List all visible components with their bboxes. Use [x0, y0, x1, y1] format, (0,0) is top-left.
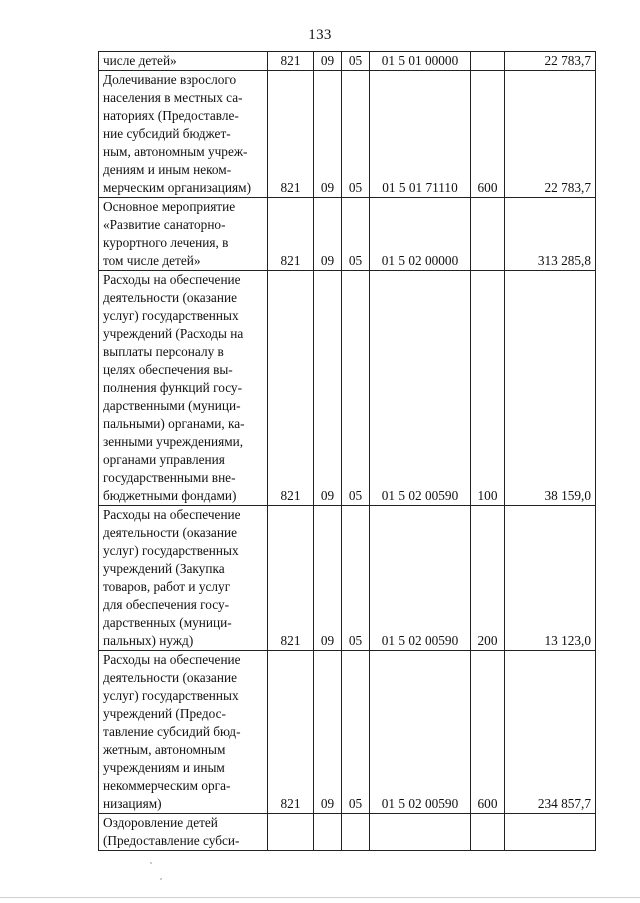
row-section: 09: [314, 651, 342, 814]
row-description: Долечивание взрослого населения в местных са- наториях (Предоставле- ние субсидий бюджет- ным, автономным учреж- дениям и иным неком- мерческим организациям): [99, 71, 268, 198]
row-amount: 234 857,7: [505, 651, 596, 814]
row-gov-code: 821: [268, 71, 314, 198]
row-description: Расходы на обеспечение деятельности (оказание услуг) государственных учреждений (Предос- тавление субсидий бюд- жетным, автономным учреждениям и иным некоммерческим орга- низациям): [99, 651, 268, 814]
row-subsection: 05: [342, 52, 370, 71]
row-gov-code: 821: [268, 198, 314, 271]
row-section: 09: [314, 506, 342, 651]
table-row: [99, 198, 596, 271]
table-row: [99, 52, 596, 71]
row-amount: 22 783,7: [505, 71, 596, 198]
row-subsection: 05: [342, 71, 370, 198]
row-amount: [505, 814, 596, 851]
row-expense-type: 600: [471, 651, 505, 814]
row-subsection: [342, 814, 370, 851]
table-row: [99, 814, 596, 851]
row-target-article: [370, 814, 471, 851]
table-row: [99, 506, 596, 651]
row-amount: 13 123,0: [505, 506, 596, 651]
row-description: числе детей»: [99, 52, 268, 71]
row-expense-type: [471, 52, 505, 71]
row-subsection: 05: [342, 271, 370, 506]
row-section: 09: [314, 271, 342, 506]
row-subsection: 05: [342, 651, 370, 814]
row-section: 09: [314, 71, 342, 198]
row-target-article: 01 5 02 00590: [370, 651, 471, 814]
row-gov-code: 821: [268, 271, 314, 506]
row-gov-code: 821: [268, 506, 314, 651]
row-gov-code: 821: [268, 52, 314, 71]
row-target-article: 01 5 01 00000: [370, 52, 471, 71]
budget-table: [98, 51, 596, 851]
row-target-article: 01 5 02 00000: [370, 198, 471, 271]
table-row: [99, 651, 596, 814]
budget-table-body: [99, 52, 596, 851]
row-description: Расходы на обеспечение деятельности (оказание услуг) государственных учреждений (Расходы на выплаты персоналу в целях обеспечения вы- полнения функций госу- дарственными (муници- пальными) органами, ка- зенными учреждениями, органами управления государственными вне- бюджетными фондами): [99, 271, 268, 506]
row-section: 09: [314, 52, 342, 71]
row-target-article: 01 5 01 71110: [370, 71, 471, 198]
row-section: 09: [314, 198, 342, 271]
row-target-article: 01 5 02 00590: [370, 271, 471, 506]
row-amount: 38 159,0: [505, 271, 596, 506]
table-row: [99, 71, 596, 198]
row-target-article: 01 5 02 00590: [370, 506, 471, 651]
row-amount: 313 285,8: [505, 198, 596, 271]
row-subsection: 05: [342, 198, 370, 271]
row-expense-type: 600: [471, 71, 505, 198]
row-expense-type: [471, 198, 505, 271]
row-subsection: 05: [342, 506, 370, 651]
page-bottom-edge: [0, 897, 640, 898]
scan-speck: [150, 862, 152, 864]
row-description: Оздоровление детей (Предоставление субси-: [99, 814, 268, 851]
row-description: Расходы на обеспечение деятельности (оказание услуг) государственных учреждений (Закупка товаров, работ и услуг для обеспечения госу- дарственных (муници- пальных) нужд): [99, 506, 268, 651]
row-description: Основное мероприятие «Развитие санаторно- курортного лечения, в том числе детей»: [99, 198, 268, 271]
row-section: [314, 814, 342, 851]
table-row: [99, 271, 596, 506]
row-expense-type: 100: [471, 271, 505, 506]
row-gov-code: 821: [268, 651, 314, 814]
page-number: 133: [308, 27, 332, 43]
row-expense-type: 200: [471, 506, 505, 651]
row-expense-type: [471, 814, 505, 851]
scan-speck: [160, 878, 162, 880]
row-amount: 22 783,7: [505, 52, 596, 71]
row-gov-code: [268, 814, 314, 851]
